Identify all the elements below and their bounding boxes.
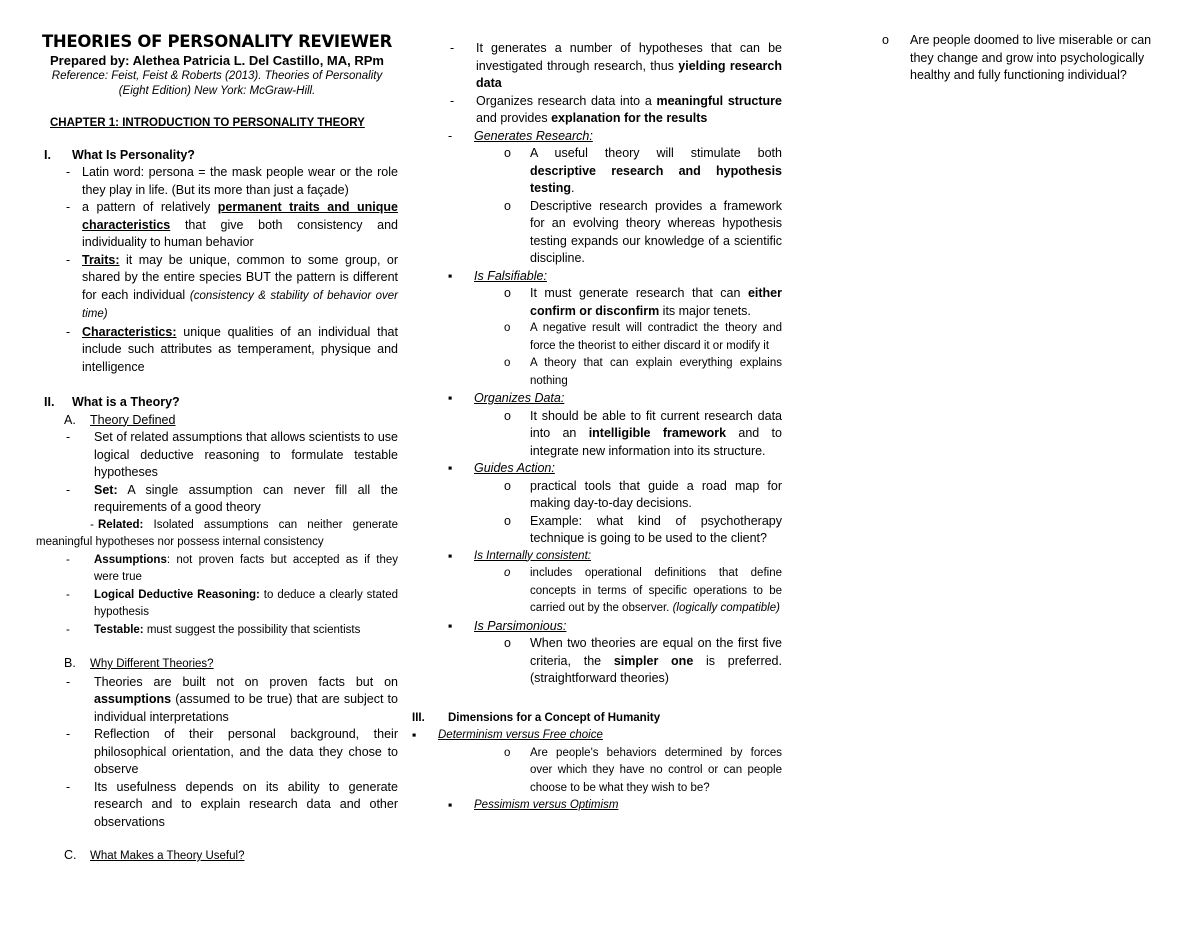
criterion-title: Pessimism versus Optimism — [474, 799, 619, 811]
list-item — [36, 517, 398, 552]
circle-bullet: o — [504, 513, 511, 528]
item-text: its major tenets. — [659, 303, 751, 318]
section-title: What Is Personality? — [72, 147, 195, 162]
emphasis-text: yielding research data — [476, 58, 782, 90]
criterion-heading — [412, 727, 782, 745]
item-text: includes operational definitions that define concepts in terms of specific operations to be carried out by the observer. — [530, 567, 782, 614]
list-item — [36, 587, 398, 622]
list-item — [412, 285, 782, 320]
list-item — [412, 145, 782, 198]
square-bullet: ▪ — [448, 461, 453, 475]
item-text: A useful theory will stimulate both — [530, 146, 782, 160]
item-text: A theory that can explain everything explains nothing — [530, 357, 782, 387]
column-right — [882, 32, 1167, 85]
circle-bullet: o — [504, 478, 511, 493]
note-text: (consistency & stability of behavior over time) — [82, 289, 398, 320]
item-text: A single assumption can never fill all the requirements of a good theory — [94, 482, 398, 514]
criterion-heading — [412, 797, 782, 815]
item-text: and to integrate new information into its structure. — [530, 426, 782, 458]
subsection-title: Theory Defined — [90, 412, 176, 427]
dash-bullet: - — [66, 674, 71, 689]
term-label: Logical Deductive Reasoning: — [94, 588, 260, 601]
list-item — [36, 482, 398, 517]
item-text: It must generate research that can — [530, 286, 748, 300]
emphasis-text: either confirm or disconfirm — [530, 286, 782, 318]
dash-bullet: - — [450, 93, 455, 108]
item-text: Example: what kind of psychotherapy technique is going to be used to the client? — [530, 513, 782, 545]
criterion-heading — [412, 128, 782, 146]
item-text: (assumed to be true) that are subject to individual interpretations — [94, 692, 398, 724]
list-item — [36, 674, 398, 727]
emphasis-text: simpler one — [613, 653, 694, 668]
note-text: (logically compatible) — [672, 602, 780, 614]
subsection-letter: C. — [64, 848, 77, 862]
dash-bullet: - — [450, 41, 455, 55]
square-bullet: ▪ — [412, 728, 417, 742]
list-item — [36, 324, 398, 377]
list-item — [36, 622, 398, 640]
square-bullet: ▪ — [448, 798, 453, 812]
dash-bullet: - — [66, 324, 71, 339]
subsection-heading — [64, 847, 398, 866]
list-item — [412, 408, 782, 461]
circle-bullet: o — [504, 746, 511, 759]
dash-bullet: - — [90, 518, 94, 531]
list-item — [882, 32, 1167, 85]
section-heading — [36, 394, 398, 412]
emphasis-text: explanation for the results — [551, 111, 708, 125]
item-text: that give both consistency and individuality to human behavior — [82, 217, 398, 249]
item-text: Set of related assumptions that allows scientists to use logical deductive reasoning to formulate testable hypotheses — [94, 430, 398, 479]
emphasis-text: assumptions — [94, 692, 172, 706]
circle-bullet: o — [504, 567, 511, 579]
criterion-heading — [412, 460, 782, 478]
term-label: Testable: — [94, 623, 144, 636]
dash-bullet: - — [66, 200, 71, 214]
circle-bullet: o — [504, 198, 511, 213]
column-middle — [412, 40, 782, 815]
circle-bullet: o — [504, 408, 511, 423]
emphasis-text: meaningful structure — [656, 93, 783, 108]
item-text: is preferred. (straightforward theories) — [530, 653, 782, 685]
emphasis-text: intelligible framework — [588, 426, 727, 440]
circle-bullet: o — [504, 286, 511, 300]
circle-bullet: o — [882, 33, 889, 47]
dash-bullet: - — [66, 165, 71, 179]
list-item — [412, 40, 782, 93]
dash-bullet: - — [66, 623, 70, 636]
dash-bullet: - — [66, 252, 71, 267]
square-bullet: ▪ — [448, 548, 453, 563]
section-title: What is a Theory? — [72, 395, 180, 409]
circle-bullet: o — [504, 357, 511, 369]
section-number: I. — [44, 147, 51, 162]
list-item — [36, 199, 398, 252]
list-item — [412, 355, 782, 390]
subsection-letter: A. — [64, 412, 76, 427]
item-text: Organizes research data into a — [476, 93, 657, 108]
subsection-heading — [64, 412, 398, 430]
author-line: Prepared by: Alethea Patricia L. Del Castillo, MA, RPm — [49, 53, 384, 68]
item-text: It generates a number of hypotheses that can be investigated through research, thus — [476, 41, 782, 73]
item-text: practical tools that guide a road map for making day-to-day decisions. — [530, 478, 782, 510]
item-text: Isolated assumptions can neither generate meaningful hypotheses nor possess internal consistency — [36, 518, 398, 548]
list-item — [36, 164, 398, 199]
item-text: Descriptive research provides a framework for an evolving theory whereas hypothesis testing expands our knowledge of a scientific discipline. — [530, 198, 782, 265]
square-bullet: ▪ — [448, 268, 453, 283]
list-item — [412, 635, 782, 688]
dash-bullet: - — [448, 128, 453, 143]
list-item — [412, 320, 782, 355]
criterion-heading — [412, 548, 782, 566]
item-text: to deduce a clearly stated hypothesis — [94, 588, 399, 618]
term-label: Assumptions — [94, 553, 167, 566]
item-text: Latin word: persona = the mask people wear or the role they play in life. (But its more than just a façade) — [82, 165, 398, 197]
section-number: II. — [44, 395, 55, 409]
subsection-title: What Makes a Theory Useful? — [90, 850, 245, 862]
item-text: . — [570, 181, 575, 195]
document-title: THEORIES OF PERSONALITY REVIEWER — [41, 32, 393, 51]
term-label: Characteristics: — [82, 324, 177, 339]
list-item — [412, 93, 782, 128]
circle-bullet: o — [504, 322, 511, 334]
dash-bullet: - — [66, 553, 70, 566]
item-text: Its usefulness depends on its ability to generate research and to explain research data and other observations — [94, 779, 398, 829]
column-left — [36, 32, 398, 866]
term-label: Set: — [94, 482, 118, 497]
item-text: and provides — [476, 111, 552, 125]
item-text: a pattern of relatively — [82, 200, 218, 214]
dash-bullet: - — [66, 482, 71, 497]
dash-bullet: - — [66, 588, 70, 601]
item-text: Theories are built not on proven facts but on — [94, 674, 398, 689]
criterion-title: Guides Action: — [474, 461, 555, 475]
item-text: it may be unique, common to some group, or shared by the entire species BUT the pattern is different for each individual — [82, 252, 398, 302]
list-item — [412, 565, 782, 618]
list-item — [412, 745, 782, 798]
reference-line-1: Reference: Feist, Feist & Roberts (2013). Theories of Personality — [51, 70, 383, 82]
list-item — [36, 429, 398, 482]
list-item — [36, 552, 398, 587]
section-heading — [412, 710, 782, 728]
item-text: Are people's behaviors determined by forces over which they have no control or can people choose to be what they wish to be? — [530, 746, 782, 794]
emphasis-text: descriptive research and hypothesis testing — [530, 163, 782, 195]
list-item — [412, 198, 782, 268]
reference-line-2: (Eight Edition) New York: McGraw-Hill. — [118, 85, 316, 97]
list-item — [412, 478, 782, 513]
term-label: Related: — [98, 518, 144, 531]
emphasis-text: permanent traits and unique characteristics — [82, 200, 398, 232]
dash-bullet: - — [66, 779, 71, 794]
circle-bullet: o — [504, 146, 511, 160]
criterion-heading — [412, 390, 782, 408]
dash-bullet: - — [66, 430, 71, 444]
criterion-title: Generates Research: — [474, 128, 593, 143]
section-title: Dimensions for a Concept of Humanity — [448, 711, 661, 724]
subsection-title: Why Different Theories? — [90, 658, 214, 670]
square-bullet: ▪ — [448, 618, 453, 633]
subsection-heading — [64, 655, 398, 674]
criterion-title: Organizes Data: — [474, 391, 565, 405]
item-text: unique qualities of an individual that include such attributes as temperament, physique and intelligence — [82, 324, 398, 374]
section-number: III. — [412, 711, 425, 724]
section-heading — [36, 147, 398, 165]
criterion-title: Is Internally consistent: — [474, 549, 591, 562]
dash-bullet: - — [66, 727, 71, 741]
subsection-letter: B. — [64, 656, 76, 670]
criterion-heading — [412, 618, 782, 636]
square-bullet: ▪ — [448, 391, 453, 405]
circle-bullet: o — [504, 636, 511, 650]
item-text: must suggest the possibility that scientists — [143, 623, 361, 636]
item-text: When two theories are equal on the first five criteria, the — [530, 636, 782, 668]
criterion-title: Determinism versus Free choice — [438, 729, 603, 741]
item-text: Reflection of their personal background, their philosophical orientation, and the data they chose to observe — [94, 727, 398, 776]
item-text: It should be able to fit current research data into an — [530, 408, 782, 440]
list-item — [36, 726, 398, 779]
list-item — [36, 252, 398, 324]
item-text: A negative result will contradict the theory and force the theorist to either discard it or modify it — [530, 322, 782, 352]
list-item — [36, 779, 398, 832]
term-label: Traits: — [82, 252, 120, 267]
item-text: Are people doomed to live miserable or can they change and grow into psychologically healthy and fully functioning individual? — [910, 33, 1152, 82]
chapter-heading: CHAPTER 1: INTRODUCTION TO PERSONALITY THEORY — [50, 117, 365, 129]
item-text: : not proven facts but accepted as if they were true — [94, 553, 398, 583]
list-item — [412, 513, 782, 548]
criterion-title: Is Parsimonious: — [474, 618, 567, 633]
criterion-heading — [412, 268, 782, 286]
criterion-title: Is Falsifiable: — [474, 268, 547, 283]
